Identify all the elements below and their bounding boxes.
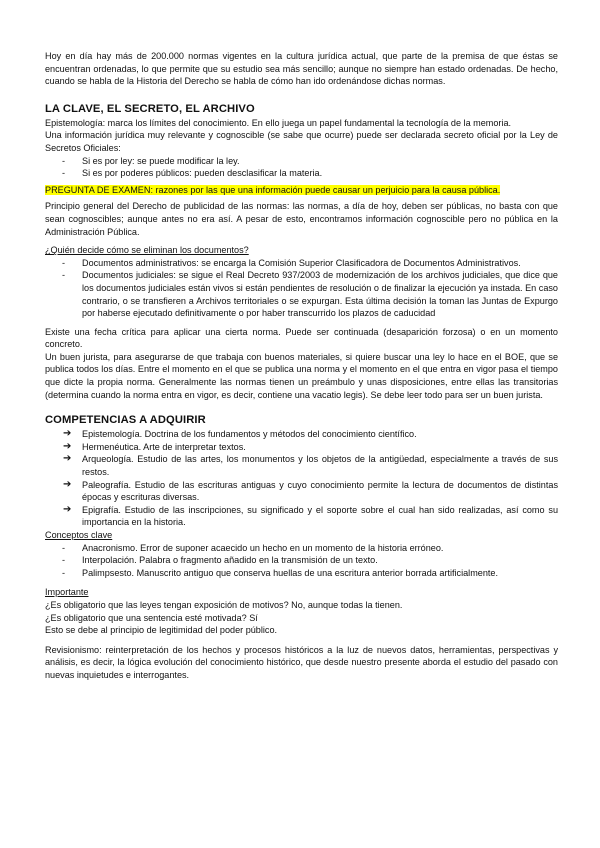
section-title-competencias: COMPETENCIAS A ADQUIRIR — [45, 414, 206, 427]
list-item: ➔ Epistemología. Doctrina de los fundamentos y métodos del conocimiento científico. — [63, 428, 417, 440]
intro-paragraph: Hoy en día hay más de 200.000 normas vigentes en la cultura jurídica actual, que parte de la premisa de que éstas se encuentran ordenadas, lo que permite que su estudio sea más sencillo; aunque no siempre han estado ordenadas. De hecho, cuando se habla de la Historia del Derecho se habla de cómo han ido ordenándose dichas normas. — [45, 51, 558, 87]
dash-marker: - — [62, 567, 66, 578]
secreto-list — [45, 155, 558, 180]
importante-line: Esto se debe al principio de legitimidad del poder público. — [45, 625, 278, 636]
secreto-paragraph: Una información jurídica muy relevante y cognoscible (se sabe que ocurre) puede ser declarada secreto oficial por la Ley de Secretos Oficiales: — [45, 130, 558, 153]
arrow-icon: ➔ — [63, 478, 72, 490]
section-title-clave: LA CLAVE, EL SECRETO, EL ARCHIVO — [45, 102, 255, 115]
list-item: ➔ Paleografía. Estudio de las escrituras antiguas y cuyo conocimiento permite la lectura de documentos de distintas épocas y escrituras diversas. — [63, 478, 558, 503]
arrow-icon: ➔ — [63, 503, 72, 515]
dash-marker: - — [62, 270, 66, 281]
revisionismo-paragraph: Revisionismo: reinterpretación de los hechos y procesos históricos a la luz de nuevos datos, herramientas, perspectivas y análisis, es decir, la lógica evolución del conocimiento histórico, que desde nuestro presente aborda el estudio del pasado con nuevas inquietudes e interrogantes. — [45, 644, 558, 680]
competencias-list — [45, 428, 558, 529]
conceptos-heading: Conceptos clave — [45, 530, 113, 540]
importante-heading: Importante — [45, 587, 89, 598]
fecha-paragraph: Existe una fecha crítica para aplicar una cierta norma. Puede ser continuada (desaparición forzosa) o en un momento concreto. — [45, 326, 558, 350]
arrow-icon: ➔ — [63, 453, 72, 465]
quien-heading: ¿Quién decide cómo se eliminan los documentos? — [45, 245, 249, 256]
dash-marker: - — [62, 155, 66, 166]
importante-line: ¿Es obligatorio que las leyes tengan exposición de motivos? No, aunque todas la tienen. — [45, 599, 403, 610]
list-item: ➔ Arqueología. Estudio de las artes, los monumentos y los objetos de la antigüedad, especialmente a través de sus restos. — [63, 453, 558, 478]
dash-marker: - — [62, 555, 66, 566]
importante-line: ¿Es obligatorio que una sentencia esté motivada? Sí — [45, 612, 258, 623]
list-item: - Palimpsesto. Manuscrito antiguo que conserva huellas de una escritura anterior borrada artificialmente. — [62, 567, 499, 578]
dash-marker: - — [62, 168, 66, 179]
exam-question: PREGUNTA DE EXAMEN: razones por las que una información puede causar un perjuicio para la causa pública. — [45, 184, 501, 195]
arrow-icon: ➔ — [63, 428, 72, 440]
list-item: - Si es por ley: se puede modificar la ley. — [62, 155, 240, 166]
conceptos-list — [45, 542, 558, 580]
list-item: - Anacronismo. Error de suponer acaecido un hecho en un momento de la historia erróneo. — [62, 542, 444, 553]
list-item: - Si es por poderes públicos: pueden desclasificar la materia. — [62, 168, 323, 179]
list-item: - Interpolación. Palabra o fragmento añadido en la transmisión de un texto. — [62, 555, 378, 566]
dash-marker: - — [62, 257, 66, 268]
arrow-icon: ➔ — [63, 440, 72, 452]
jurista-paragraph: Un buen jurista, para asegurarse de que trabaja con buenos materiales, si quiere buscar una ley lo hace en el BOE, que se publica todos los días. Entre el momento en el que se publica una norma y el momento en el que entra en vigor pasa el tiempo que dicte la propia norma. Generalmente las normas tienen un preámbulo y unas disposiciones, entre ellas las transitorias (determina cuando la norma entra en vigor, es decir, contiene una vacatio legis). Se debe leer todo para ser un buen jurista. — [45, 351, 558, 400]
principio-paragraph: Principio general del Derecho de publicidad de las normas: las normas, a día de hoy, deben ser públicas, no basta con que sean cognoscibles; aunque antes no era así. A pesar de esto, encontramos información cognoscible pero no pública en la Administración Pública. — [45, 201, 558, 237]
list-item: - Documentos judiciales: se sigue el Real Decreto 937/2003 de modernización de los archivos judiciales, que dice que los documentos judiciales están vivos si están pendientes de resolución o de finalizar la ejecución ya instada. En caso contrario, o se transfieren a Archivos territoriales o se expurgan. Esta última decisión la toman las Juntas de Expurgo por haberse ejecutado definitivamente o por haber transcurrido los plazos de caducidad — [62, 270, 558, 319]
quien-list — [45, 257, 558, 320]
list-item: ➔ Epigrafía. Estudio de las inscripciones, su significado y el soporte sobre el cual han sido realizadas, así como su importancia en la historia. — [63, 503, 558, 528]
list-item: - Documentos administrativos: se encarga la Comisión Superior Clasificadora de Documentos Administrativos. — [62, 257, 521, 268]
list-item: ➔ Hermenéutica. Arte de interpretar textos. — [63, 440, 246, 452]
dash-marker: - — [62, 542, 66, 553]
epistemologia-paragraph: Epistemología: marca los límites del conocimiento. En ello juega un papel fundamental la tecnología de la memoria. — [45, 117, 512, 128]
